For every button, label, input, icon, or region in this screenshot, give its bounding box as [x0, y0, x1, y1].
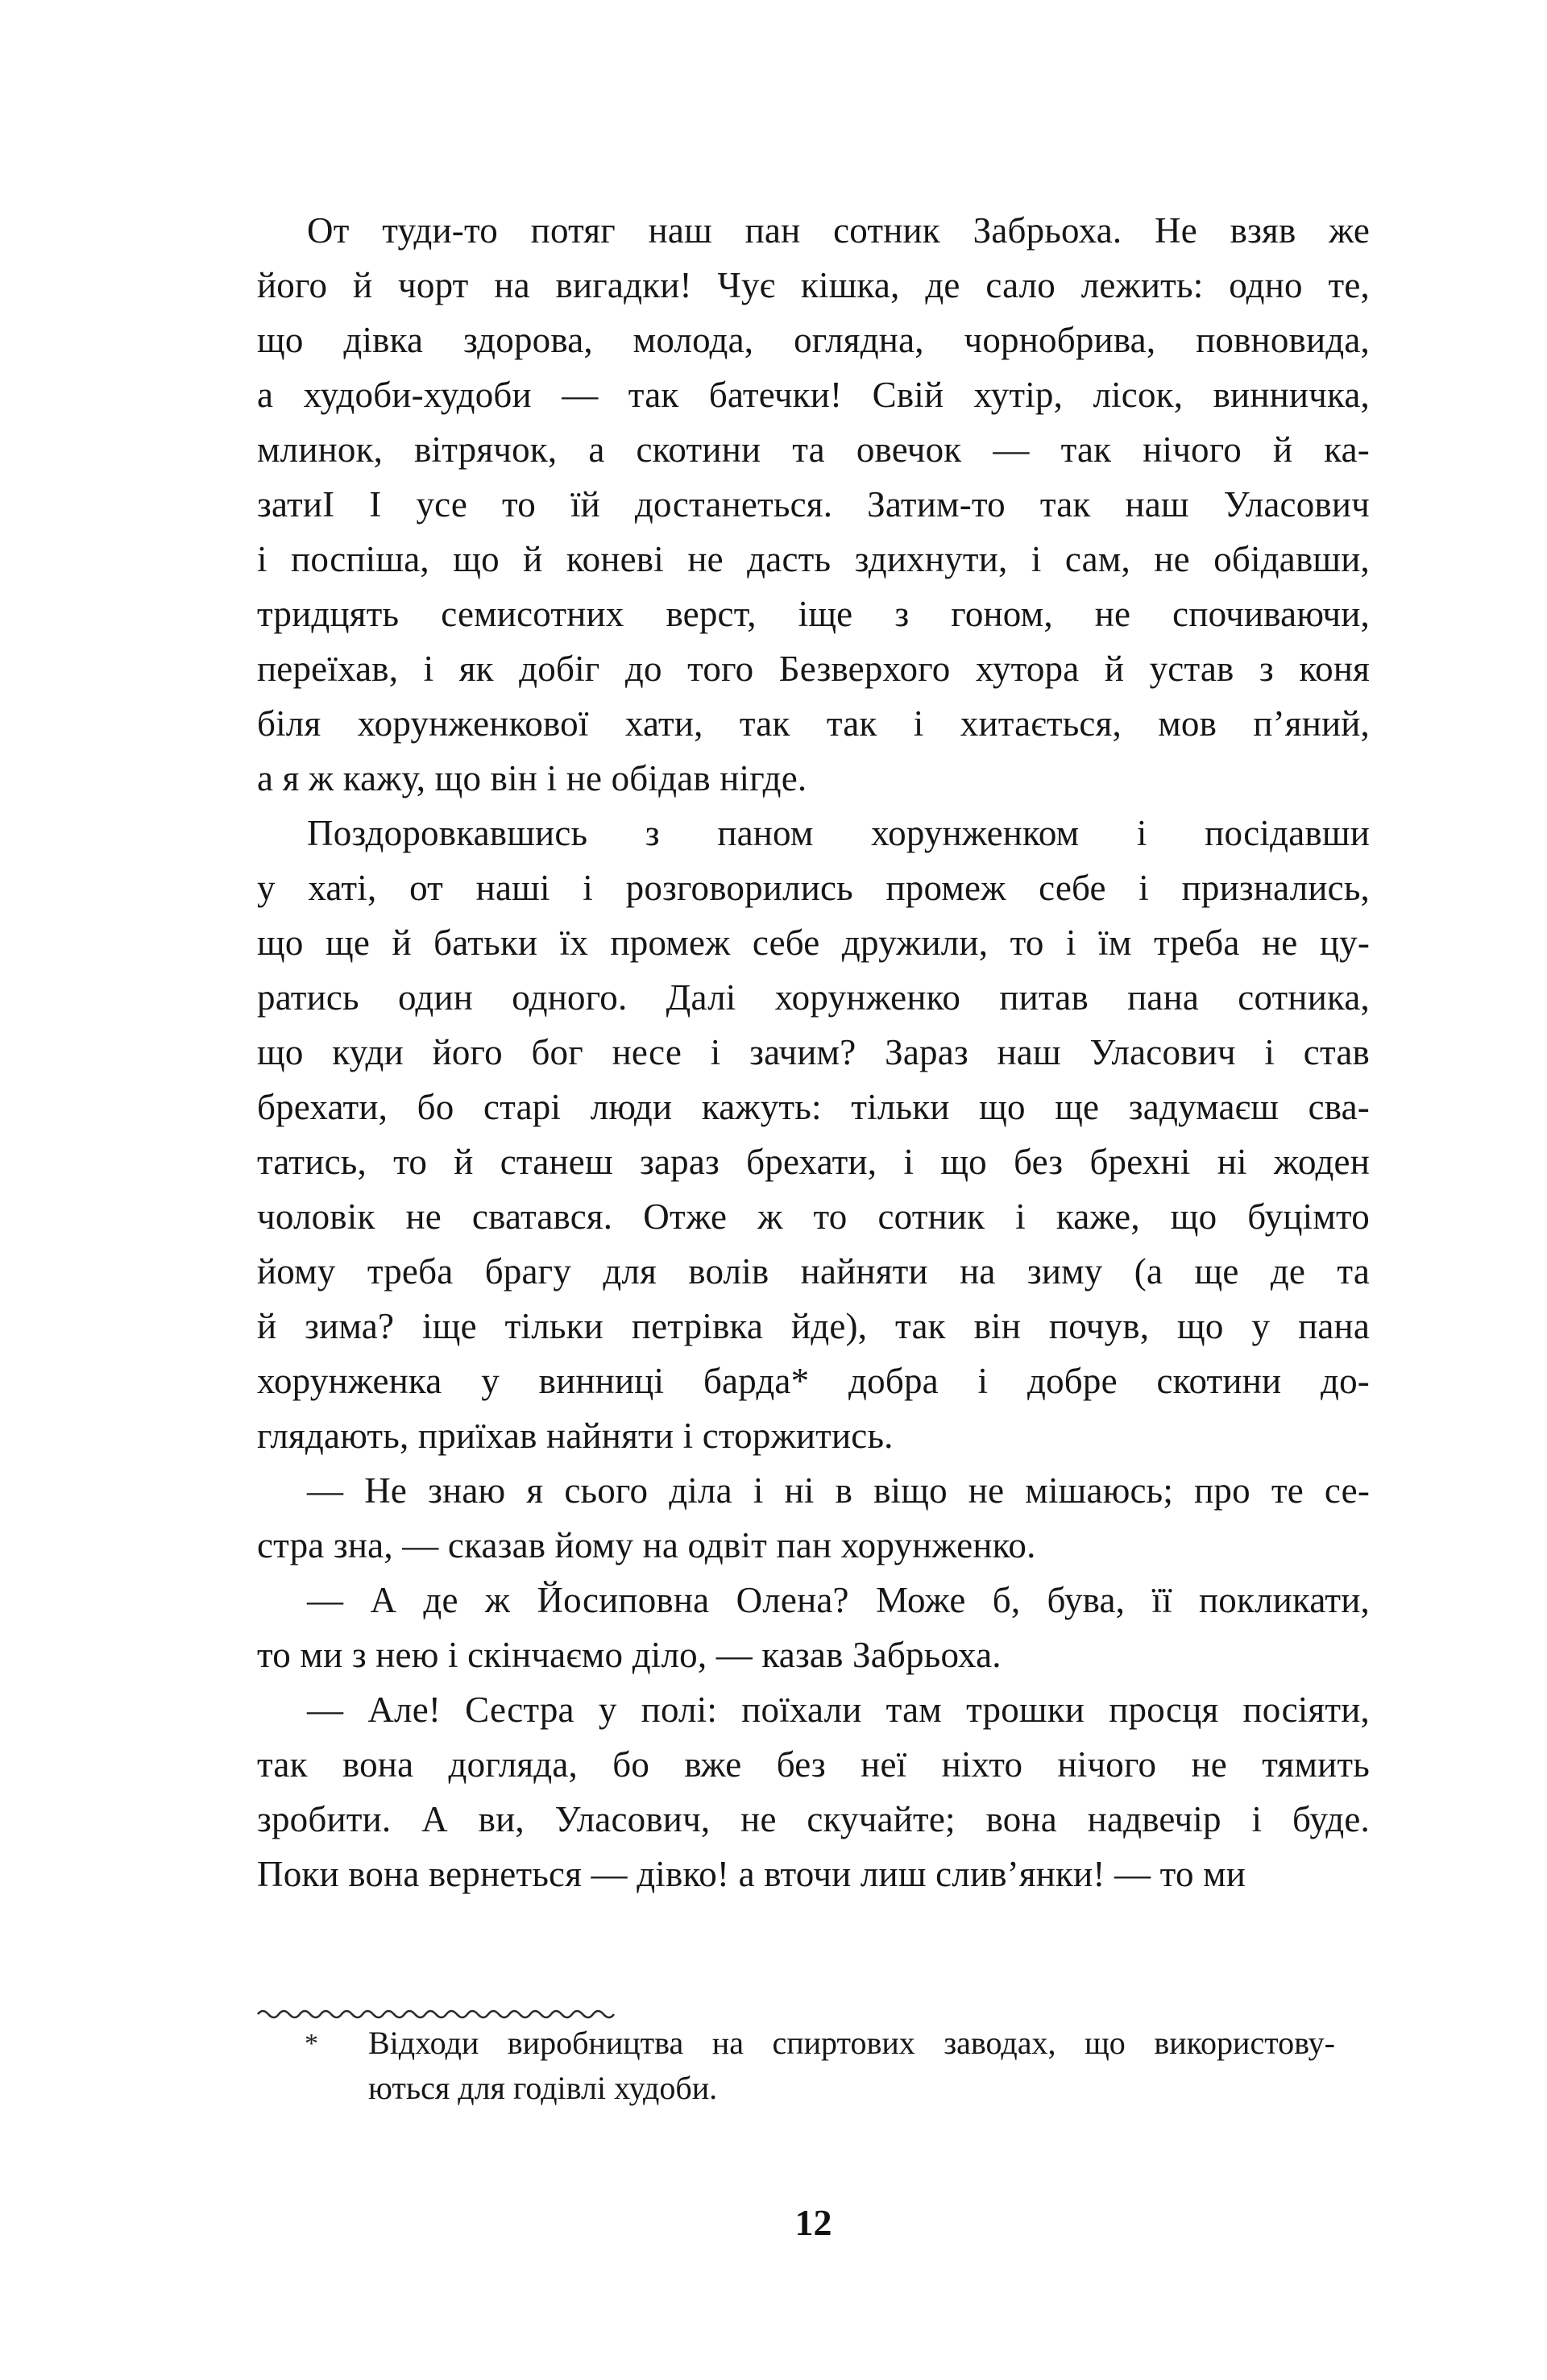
- text-line: йому треба брагу для волів найняти на зиму (а ще де та: [257, 1251, 1370, 1292]
- page-number: 12: [794, 2202, 832, 2243]
- footnote: [368, 2021, 1335, 2111]
- footnote-line: Відходи виробництва на спиртових заводах, що використову-: [368, 2025, 1335, 2061]
- text-line: От туди-то потяг наш пан сотник Забрьоха. Не взяв же: [307, 210, 1370, 251]
- text-line: що куди його бог несе і зачим? Зараз наш Уласович і став: [257, 1032, 1370, 1072]
- text-line: а я ж кажу, що він і не обідав нігде.: [257, 758, 807, 798]
- text-line: брехати, бо старі люди кажуть: тільки що ще задумаєш сва-: [257, 1087, 1370, 1127]
- text-line: зробити. А ви, Уласович, не скучайте; вона надвечір і буде.: [257, 1799, 1370, 1839]
- text-line: — А де ж Йосиповна Олена? Може б, бува, її покликати,: [307, 1580, 1370, 1620]
- text-line: тридцять семисотних верст, іще з гоном, не спочиваючи,: [257, 594, 1370, 634]
- text-line: ратись один одного. Далі хорунженко питав пана сотника,: [257, 977, 1370, 1018]
- text-line: глядають, приїхав найняти і сторжитись.: [257, 1416, 894, 1456]
- text-line: переїхав, і як добіг до того Безверхого хутора й устав з коня: [257, 649, 1370, 689]
- text-line: так вона догляда, бо вже без неї ніхто нічого не тямить: [257, 1744, 1370, 1785]
- text-line: млинок, вітрячок, а скотини та овечок — так нічого й ка-: [257, 429, 1370, 470]
- text-line: що ще й батьки їх промеж себе дружили, то і їм треба не цу-: [257, 923, 1370, 963]
- text-line: татись, то й станеш зараз брехати, і що без брехні ні жоден: [257, 1142, 1370, 1182]
- text-line: чоловік не сватався. Отже ж то сотник і каже, що буцімто: [257, 1196, 1370, 1237]
- wavy-line-icon: [255, 2008, 626, 2019]
- text-line: то ми з нею і скінчаємо діло, — казав Забрьоха.: [257, 1635, 1002, 1675]
- text-line: у хаті, от наші і розговорились промеж себе і признались,: [257, 868, 1370, 908]
- footnote-marker: *: [305, 2029, 318, 2059]
- text-line: Поки вона вернеться — дівко! а вточи лиш слив’янки! — то ми: [257, 1854, 1246, 1894]
- footnote-separator: [255, 2008, 626, 2019]
- text-line: — Не знаю я сього діла і ні в віщо не мішаюсь; про те се-: [307, 1470, 1370, 1511]
- text-line: і поспіша, що й коневі не дасть здихнути, і сам, не обідавши,: [257, 539, 1370, 579]
- text-line: й зима? іще тільки петрівка йде), так він почув, що у пана: [257, 1306, 1370, 1346]
- text-line: хорунженка у винниці барда* добра і добре скотини до-: [257, 1361, 1370, 1401]
- text-line: а худоби-худоби — так батечки! Свій хутір, лісок, винничка,: [257, 375, 1370, 415]
- text-line: Поздоровкавшись з паном хорунженком і посідавши: [307, 813, 1370, 853]
- footnote-line: ються для годівлі худоби.: [368, 2070, 718, 2106]
- text-line: що дівка здорова, молода, оглядна, чорнобрива, повновида,: [257, 320, 1370, 360]
- text-line: його й чорт на вигадки! Чує кішка, де сало лежить: одно те,: [257, 265, 1370, 305]
- text-line: стра зна, — сказав йому на одвіт пан хорунженко.: [257, 1525, 1036, 1565]
- text-line: біля хорунженкової хати, так так і хитається, мов п’яний,: [257, 703, 1370, 744]
- text-line: затиІ І усе то їй достанеться. Затим-то так наш Уласович: [257, 484, 1370, 525]
- body-text: [257, 203, 1370, 1901]
- text-line: — Але! Сестра у полі: поїхали там трошки просця посіяти,: [307, 1690, 1370, 1730]
